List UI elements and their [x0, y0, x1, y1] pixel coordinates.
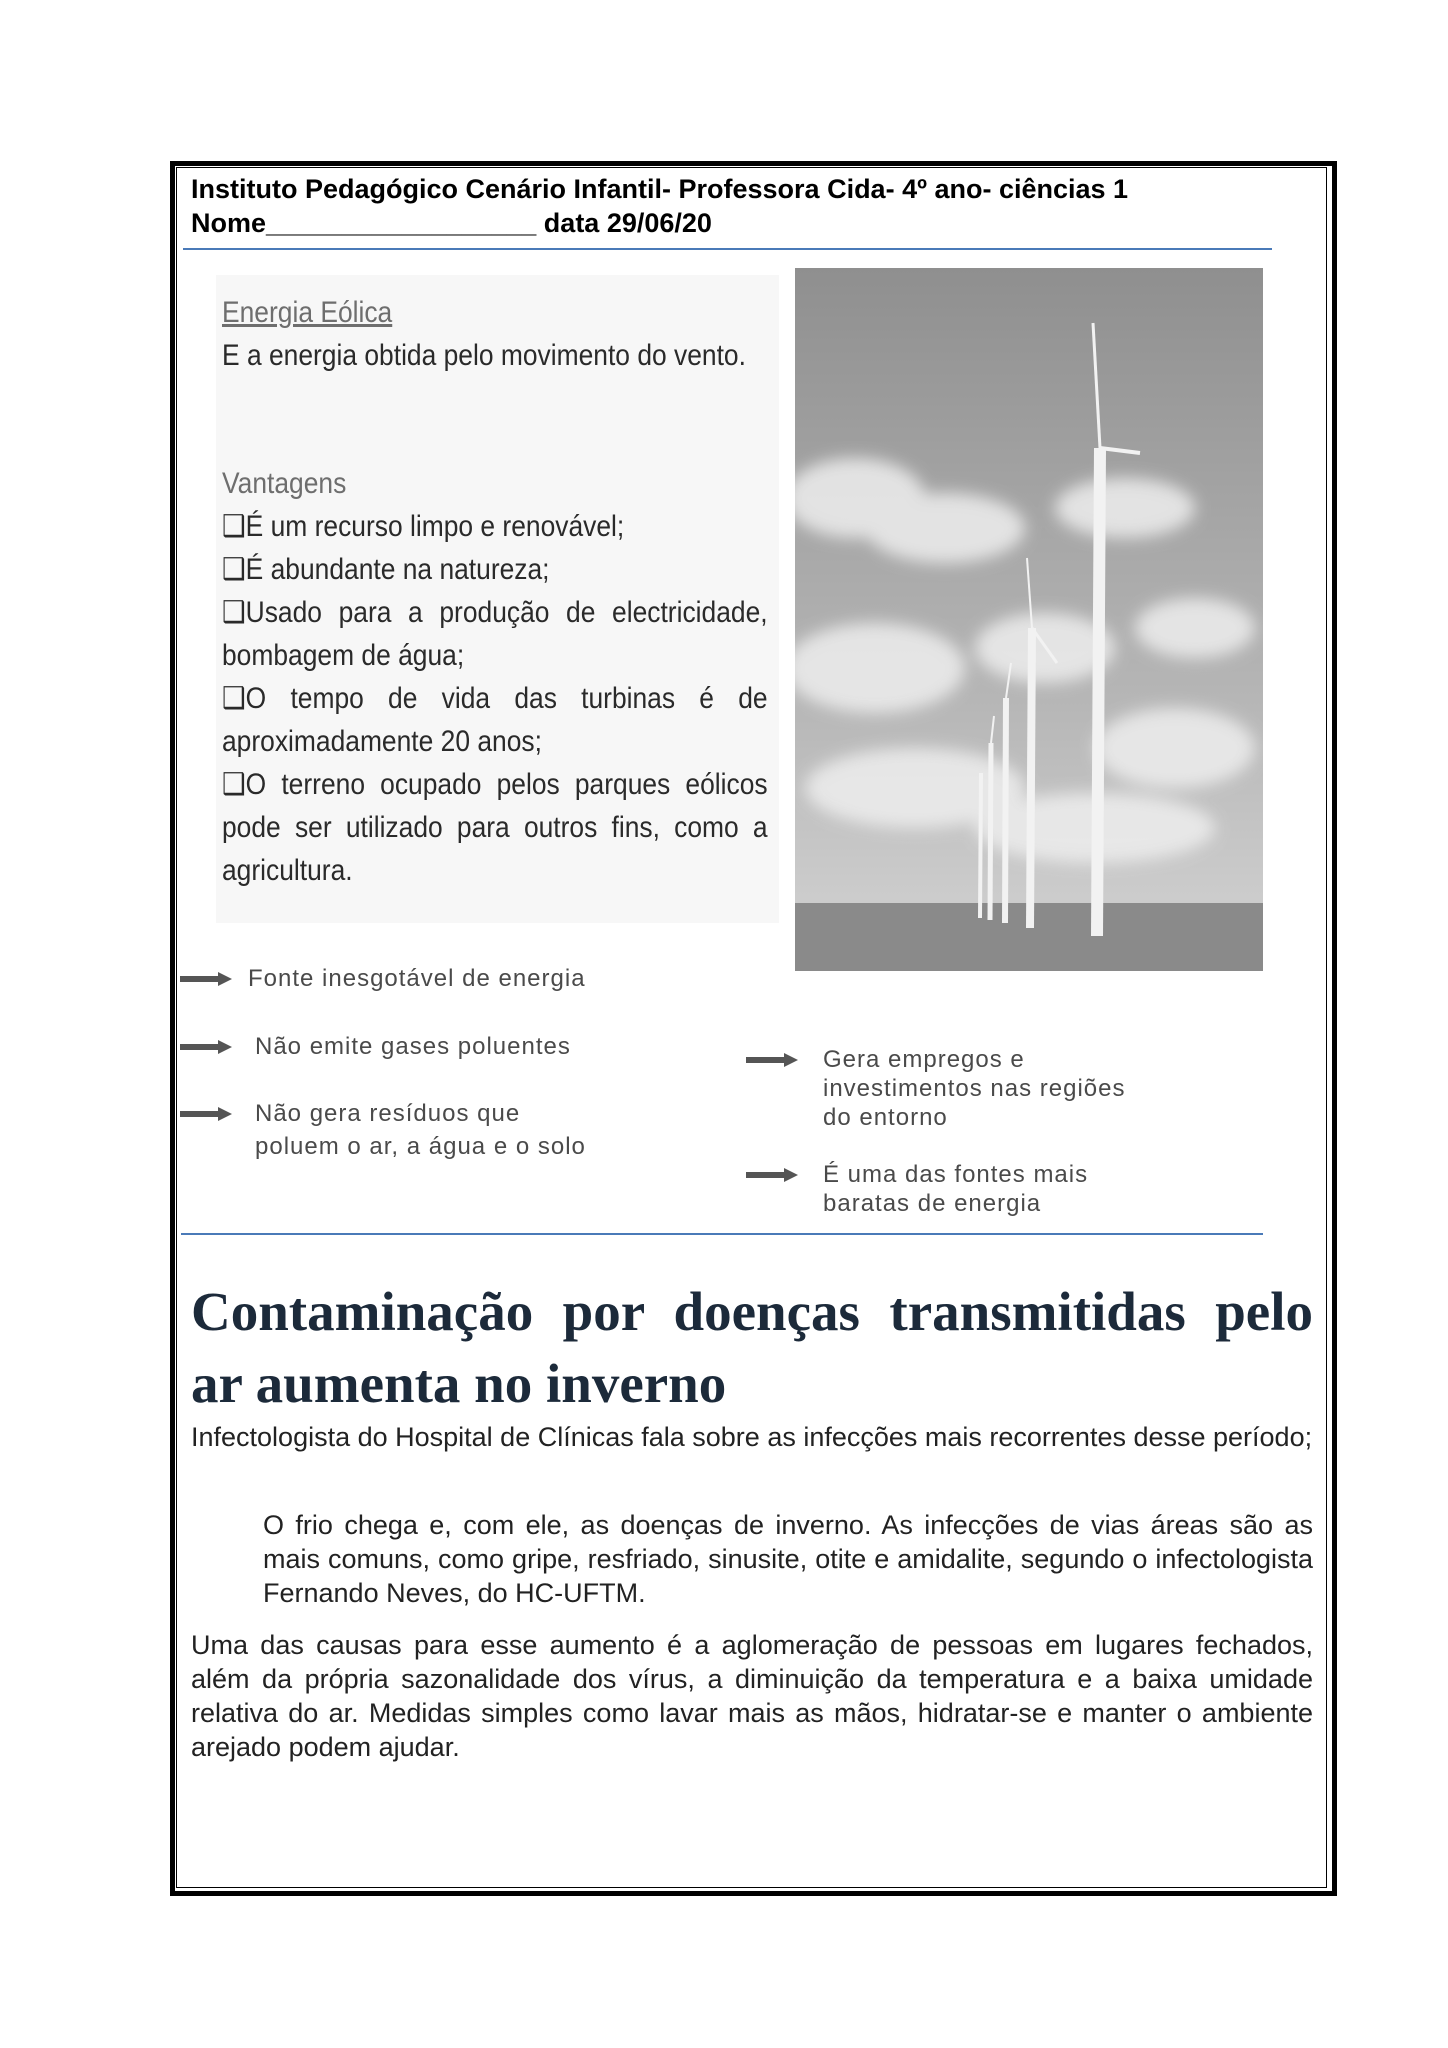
vantagem-item: ❑É um recurso limpo e renovável; — [222, 510, 625, 543]
arrow-icon — [746, 1168, 798, 1182]
benefit-item: Fonte inesgotável de energia — [248, 965, 586, 992]
article-quote: O frio chega e, com ele, as doenças de inverno. As infecções de vias áreas são as mais comuns, como gripe, resfriado, sinusite, otite e amidalite, segundo o infectologista Fernando Neves, do HC-UFTM. — [263, 1510, 1313, 1608]
vantagem-item: ❑O tempo de vida das turbinas é de aproximadamente 20 anos; — [222, 682, 768, 758]
wind-turbines-photo — [795, 268, 1263, 971]
arrow-icon — [180, 1107, 232, 1121]
benefit-item: investimentos nas regiões — [823, 1075, 1126, 1102]
benefit-item: Não emite gases poluentes — [255, 1033, 571, 1060]
vantagem-item: ❑Usado para a produção de electricidade, bombagem de água; — [222, 596, 768, 672]
arrow-icon — [180, 1040, 232, 1054]
arrow-icon — [746, 1053, 798, 1067]
benefit-item: Não gera resíduos que — [255, 1100, 521, 1127]
divider — [183, 248, 1272, 250]
benefit-item: do entorno — [823, 1104, 948, 1131]
article-body: Uma das causas para esse aumento é a aglomeração de pessoas em lugares fechados, além da própria sazonalidade dos vírus, a diminuição da temperatura e a baixa umidade relativa do ar. Medidas simples como lavar mais as mãos, hidratar-se e manter o ambiente arejado podem ajudar. — [191, 1630, 1313, 1762]
benefit-item: baratas de energia — [823, 1190, 1042, 1217]
vantagem-item: ❑O terreno ocupado pelos parques eólicos pode ser utilizado para outros fins, como a agricultura. — [222, 768, 768, 887]
vantagens-title: Vantagens — [222, 467, 347, 500]
eolica-definition: E a energia obtida pelo movimento do vento. — [222, 339, 746, 372]
article-subtitle: Infectologista do Hospital de Clínicas fala sobre as infecções mais recorrentes desse período; — [191, 1422, 1313, 1452]
eolica-title: Energia Eólica — [222, 296, 393, 329]
benefit-item: Gera empregos e — [823, 1046, 1025, 1073]
arrow-icon — [180, 972, 232, 986]
header-line2: Nome__________________ data 29/06/20 — [191, 208, 712, 238]
article-title: Contaminação por doenças transmitidas pelo ar aumenta no inverno — [191, 1281, 1313, 1414]
vantagem-item: ❑É abundante na natureza; — [222, 553, 550, 586]
divider — [181, 1233, 1263, 1235]
benefit-item: poluem o ar, a água e o solo — [255, 1133, 586, 1160]
benefit-item: É uma das fontes mais — [823, 1161, 1089, 1188]
header-line1: Instituto Pedagógico Cenário Infantil- Professora Cida- 4º ano- ciências 1 — [191, 174, 1129, 204]
